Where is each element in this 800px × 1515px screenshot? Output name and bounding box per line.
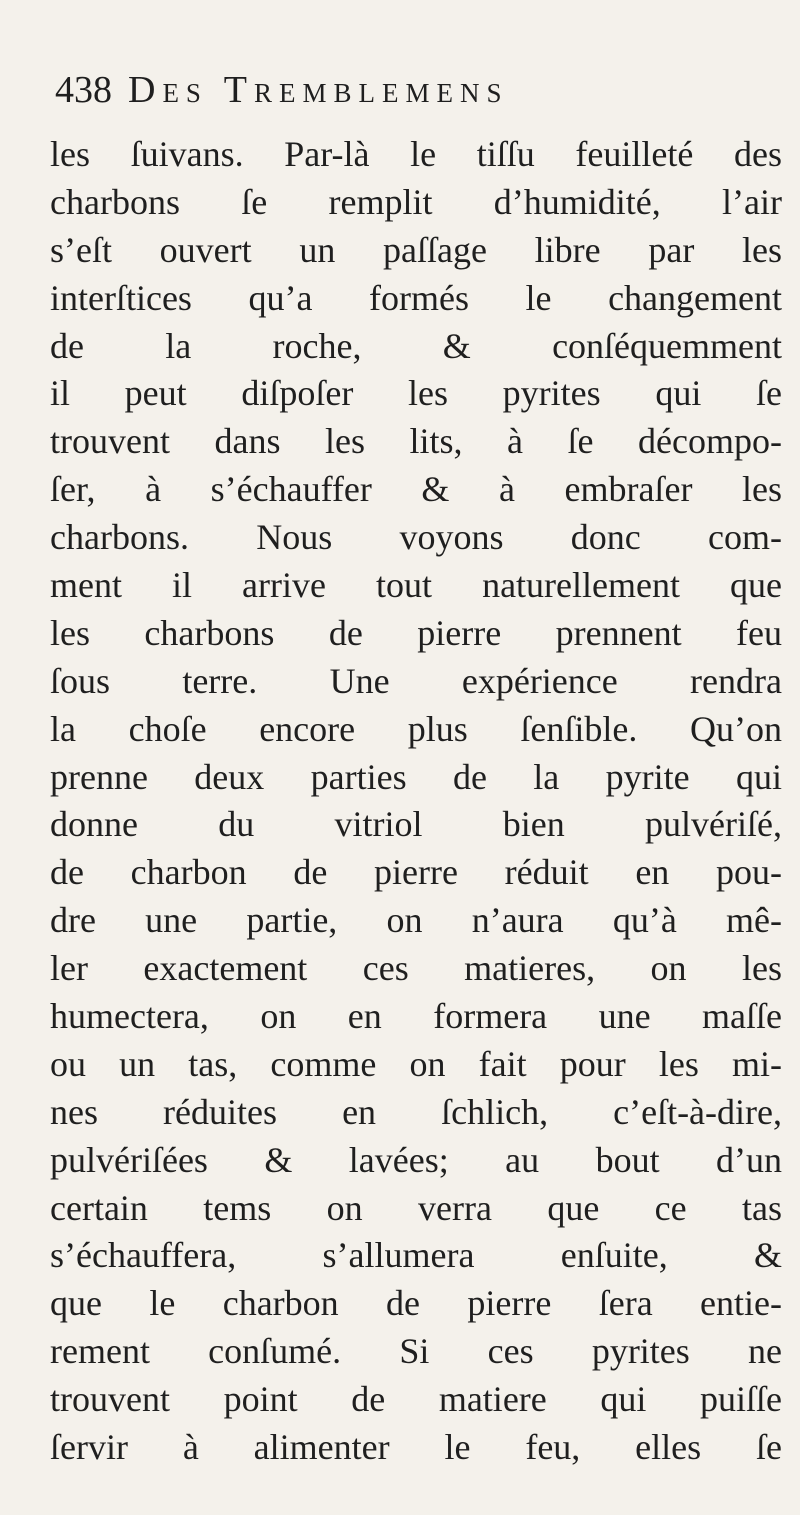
text-line: nes réduites en ſchlich, c’eſt-à-dire,: [50, 1091, 782, 1132]
text-line: il peut diſpoſer les pyrites qui ſe: [50, 373, 782, 414]
text-line: de charbon de pierre réduit en pou-: [50, 852, 782, 893]
text-line: trouvent point de matiere qui puiſſe: [50, 1379, 782, 1420]
text-line: ſous terre. Une expérience rendra: [50, 660, 782, 701]
text-line: charbons ſe remplit d’humidité, l’air: [50, 181, 782, 222]
text-line: les ſuivans. Par-là le tiſſu feuilleté des: [50, 134, 782, 174]
text-line: s’eſt ouvert un paſſage libre par les: [50, 229, 782, 270]
text-line: ſervir à alimenter le feu, elles ſe: [50, 1427, 782, 1468]
text-line: ou un tas, comme on fait pour les mi-: [50, 1043, 782, 1084]
text-line: de la roche, & conſéquemment: [50, 325, 782, 366]
text-line: donne du vitriol bien pulvériſé,: [50, 804, 782, 845]
page-number: 438: [55, 69, 112, 111]
text-line: trouvent dans les lits, à ſe décompo-: [50, 421, 782, 462]
text-line: certain tems on verra que ce tas: [50, 1187, 782, 1228]
text-line: interſtices qu’a formés le changement: [50, 277, 782, 318]
running-title: Des Tremblemens: [128, 69, 509, 111]
text-line: ler exactement ces matieres, on les: [50, 948, 782, 989]
text-line: charbons. Nous voyons donc com-: [50, 517, 782, 558]
text-line: prenne deux parties de la pyrite qui: [50, 756, 782, 797]
body-text: [50, 131, 782, 1472]
page-header: [55, 68, 509, 124]
text-line: ment il arrive tout naturellement que: [50, 565, 782, 606]
text-line: s’échauffera, s’allumera enſuite, &: [50, 1235, 782, 1276]
text-line: que le charbon de pierre ſera entie-: [50, 1283, 782, 1324]
text-line: rement conſumé. Si ces pyrites ne: [50, 1331, 782, 1372]
text-line: ſer, à s’échauffer & à embraſer les: [50, 469, 782, 510]
text-line: la choſe encore plus ſenſible. Qu’on: [50, 708, 782, 749]
text-line: dre une partie, on n’aura qu’à mê-: [50, 900, 782, 941]
text-line: pulvériſées & lavées; au bout d’un: [50, 1139, 782, 1180]
text-line: les charbons de pierre prennent feu: [50, 612, 782, 653]
text-line: humectera, on en formera une maſſe: [50, 996, 782, 1037]
